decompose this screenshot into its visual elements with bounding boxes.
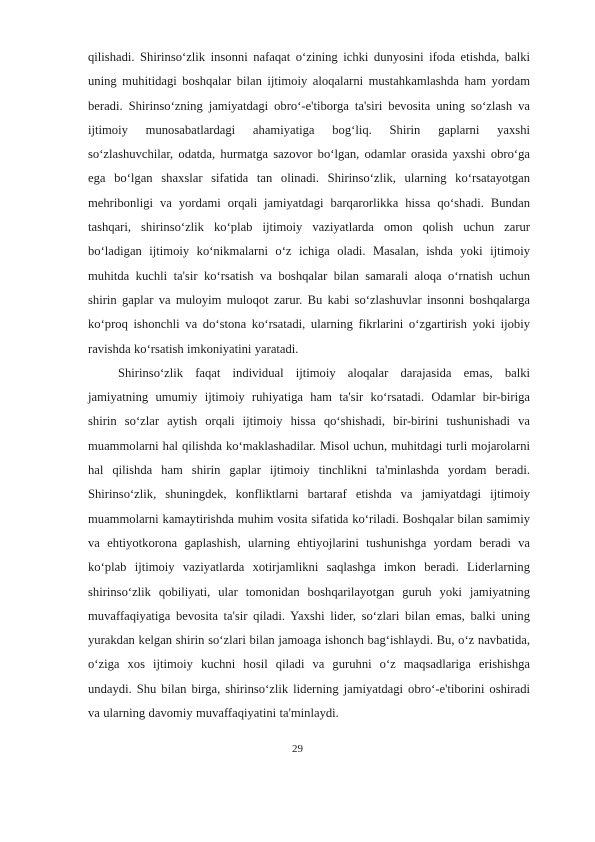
page-number: 29: [292, 743, 303, 755]
paragraph: Shirinsoʻzlik faqat individual ijtimoiy aloqalar darajasida emas, balki jamiyatning umumiy ijtimoiy ruhiyatiga ham ta'sir koʻrsatadi. Odamlar bir-biriga shirin soʻzlar aytish orqali ijtimoiy hissa qoʻshishadi, bir-birini tushunishadi va muammolarni hal qilishda koʻmaklashadilar. Misol uchun, muhitdagi turli mojarolarni hal qilishda ham shirin gaplar ijtimoiy tinchlikni ta'minlashda yordam beradi. Shirinsoʻzlik, shuningdek, konfliktlarni bartaraf etishda va jamiyatdagi ijtimoiy muammolarni kamaytirishda muhim vosita sifatida koʻriladi. Boshqalar bilan samimiy va ehtiyotkorona gaplashish, ularning ehtiyojlarini tushunishga yordam beradi va koʻplab ijtimoiy vaziyatlarda xotirjamlikni saqlashga imkon beradi. Liderlarning shirinsoʻzlik qobiliyati, ular tomonidan boshqarilayotgan guruh yoki jamiyatning muvaffaqiyatiga bevosita ta'sir qiladi. Yaxshi lider, soʻzlari bilan emas, balki uning yurakdan kelgan shirin soʻzlari bilan jamoaga ishonch bagʻishlaydi. Bu, oʻz navbatida, oʻziga xos ijtimoiy kuchni hosil qiladi va guruhni oʻz maqsadlariga erishishga undaydi. Shu bilan birga, shirinsoʻzlik liderning jamiyatdagi obroʻ-e'tiborini oshiradi va ularning davomiy muvaffaqiyatini ta'minlaydi.: [88, 365, 530, 721]
paragraph-continued: qilishadi. Shirinsoʻzlik insonni nafaqat oʻzining ichki dunyosini ifoda etishda, balki uning muhitidagi boshqalar bilan ijtimoiy aloqalarni mustahkamlashda ham yordam beradi. Shirinsoʻzning jamiyatdagi obroʻ-e'tiborga ta'siri bevosita uning soʻzlash va ijtimoiy munosabatlardagi ahamiyatiga bogʻliq. Shirin gaplarni yaxshi soʻzlashuvchilar, odatda, hurmatga sazovor boʻlgan, odamlar orasida yaxshi obroʻga ega boʻlgan shaxslar sifatida tan olinadi. Shirinsoʻzlik, ularning koʻrsatayotgan mehribonligi va yordami orqali jamiyatdagi barqarorlikka hissa qoʻshadi. Bundan tashqari, shirinsoʻzlik koʻplab ijtimoiy vaziyatlarda omon qolish uchun zarur boʻladigan ijtimoiy koʻnikmalarni oʻz ichiga oladi. Masalan, ishda yoki ijtimoiy muhitda kuchli ta'sir koʻrsatish va boshqalar bilan samarali aloqa oʻrnatish uchun shirin gaplar va muloyim muloqot zarur. Bu kabi soʻzlashuvlar insonni boshqalarga koʻproq ishonchli va doʻstona koʻrsatadi, ularning fikrlarini oʻzgartirish yoki ijobiy ravishda koʻrsatish imkoniyatini yaratadi.: [88, 50, 530, 356]
page-body: [88, 45, 530, 725]
